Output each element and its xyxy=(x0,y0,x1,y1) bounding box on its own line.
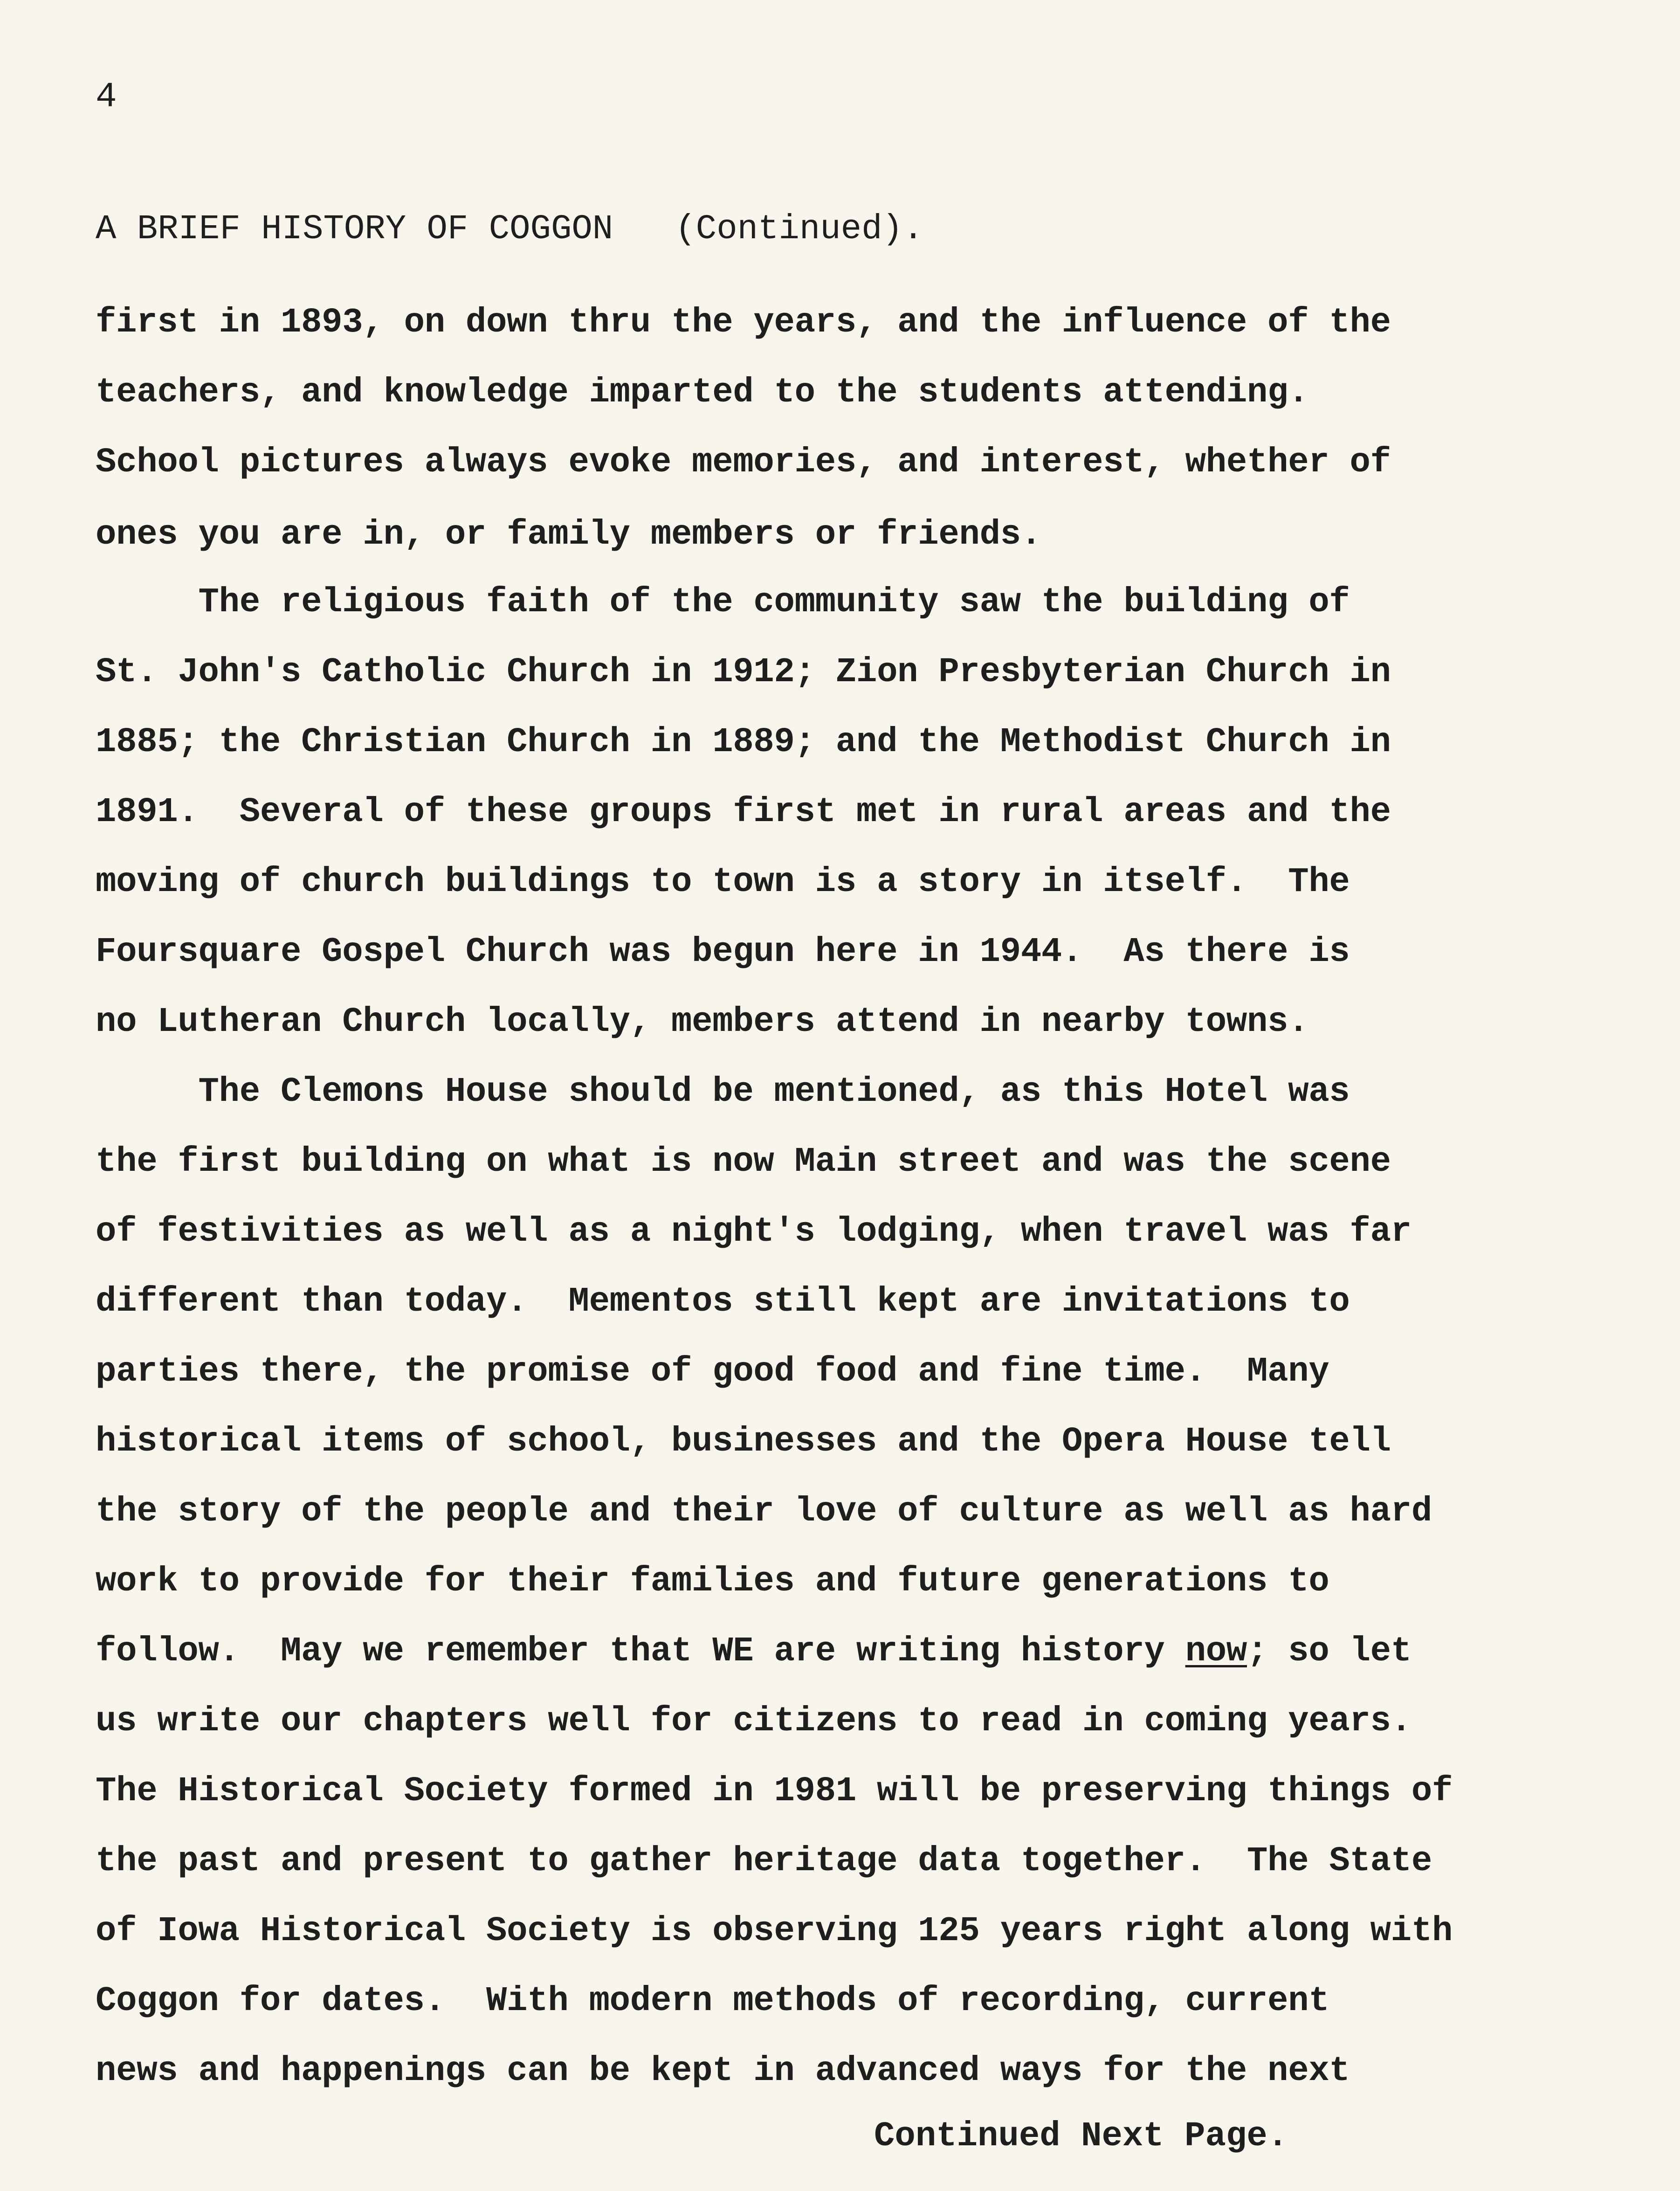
text-line: teachers, and knowledge imparted to the students attending. xyxy=(96,373,1309,412)
text-line: Coggon for dates. With modern methods of recording, current xyxy=(96,1982,1329,2021)
text-line: 1885; the Christian Church in 1889; and the Methodist Church in xyxy=(96,723,1391,762)
text-line: the past and present to gather heritage data together. The State xyxy=(96,1842,1432,1881)
text-line: The Historical Society formed in 1981 will be preserving things of xyxy=(96,1772,1453,1811)
text-line: the story of the people and their love of culture as well as hard xyxy=(96,1492,1432,1531)
text-line: the first building on what is now Main street and was the scene xyxy=(96,1142,1391,1182)
text-segment: follow. May we remember that WE are writing history xyxy=(96,1632,1185,1671)
text-line: St. John's Catholic Church in 1912; Zion Presbyterian Church in xyxy=(96,653,1391,692)
page-title: A BRIEF HISTORY OF COGGON (Continued). xyxy=(96,210,924,249)
text-line: of festivities as well as a night's lodging, when travel was far xyxy=(96,1212,1411,1251)
page-number: 4 xyxy=(96,77,117,117)
text-line: news and happenings can be kept in advanced ways for the next xyxy=(96,2052,1350,2091)
text-line: of Iowa Historical Society is observing 125 years right along with xyxy=(96,1912,1453,1951)
text-line: moving of church buildings to town is a story in itself. The xyxy=(96,863,1350,902)
text-line: us write our chapters well for citizens to read in coming years. xyxy=(96,1702,1411,1741)
text-line: work to provide for their families and future generations to xyxy=(96,1562,1329,1601)
text-segment: ; so let xyxy=(1247,1632,1411,1671)
underlined-word: now xyxy=(1185,1632,1247,1671)
text-line: Foursquare Gospel Church was begun here in 1944. As there is xyxy=(96,933,1350,972)
text-line: ones you are in, or family members or friends. xyxy=(96,515,1041,554)
text-line: parties there, the promise of good food and fine time. Many xyxy=(96,1352,1329,1391)
text-line: The Clemons House should be mentioned, as this Hotel was xyxy=(96,1072,1350,1112)
text-line: The religious faith of the community saw the building of xyxy=(96,583,1350,622)
continued-footer: Continued Next Page. xyxy=(874,2117,1288,2156)
text-line: historical items of school, businesses and the Opera House tell xyxy=(96,1422,1391,1461)
text-line: first in 1893, on down thru the years, and the influence of the xyxy=(96,303,1391,342)
text-line: School pictures always evoke memories, and interest, whether of xyxy=(96,443,1391,482)
text-line xyxy=(96,1634,1411,1669)
text-line: no Lutheran Church locally, members attend in nearby towns. xyxy=(96,1002,1309,1042)
text-line: 1891. Several of these groups first met in rural areas and the xyxy=(96,793,1391,832)
text-line: different than today. Mementos still kept are invitations to xyxy=(96,1282,1350,1321)
